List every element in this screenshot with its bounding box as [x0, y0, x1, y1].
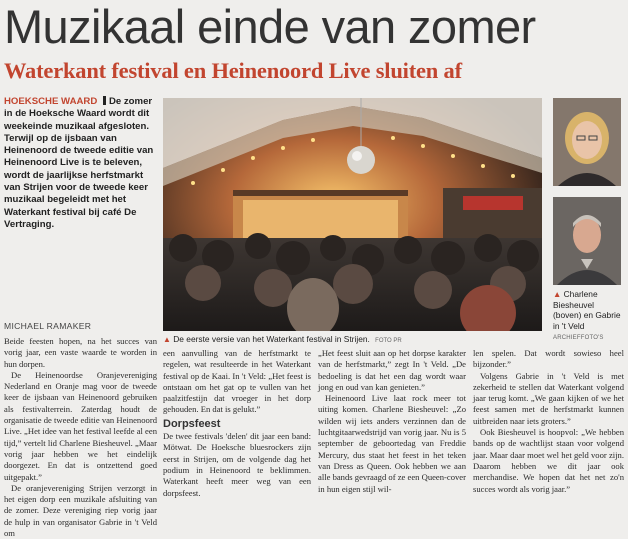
side-photos-caption-text: Charlene Biesheuvel (boven) en Gabrie in 't Veld: [553, 289, 621, 331]
main-photo-credit: FOTO PR: [375, 338, 402, 344]
article-column-4: [473, 348, 624, 495]
subheadline: Waterkant festival en Heinenoord Live sluiten af: [4, 58, 462, 83]
side-photos-credit: ARCHIEFFOTO'S: [553, 335, 604, 341]
main-photo-caption: [163, 334, 542, 344]
subheading-dorpsfeest: Dorpsfeest: [163, 417, 221, 430]
column-2-paragraph: een aanvulling van de herfstmarkt te regelen, wat resulteerde in het Waterkant festival op de Kaai. In 't Veld: „Het feest is ontstaan om het gat op te vullen van het paalzitfestijn dat vroeger in het dorp gehouden. En dat is gelukt.”: [163, 348, 311, 415]
dateline-separator-icon: [103, 96, 106, 105]
portrait-gabrie-in-t-veld: [553, 197, 621, 285]
dateline: HOEKSCHE WAARD: [4, 96, 98, 107]
column-1-paragraph: De Heinenoordse Oranjevereniging Nederland en Oranje mag voor de tweede keer de ijsbaan van Heinenoord gebruiken als festivalterrein. Zaterdag houdt de organisatie de tweede editie van Heinenoord Live. „Het idee van het festival leefde al een tijd,” vertelt lid Charlene Biesheuvel. „Maar vorig jaar hebben we het eindelijk doorgezet. En dat is ontzettend goed uitgepakt.”: [4, 369, 157, 482]
caption-marker-icon: ▲: [163, 335, 171, 344]
column-3-paragraph: „Het feest sluit aan op het dorpse karakter van de herfstmarkt,” zegt In 't Veld. „De bedoeling is dat het een dag wordt waar jong en oud van kan genieten.”: [318, 348, 466, 392]
portrait-charlene-biesheuvel: [553, 98, 621, 186]
side-caption-marker-icon: ▲: [553, 289, 562, 299]
woman-portrait-image: [553, 98, 621, 186]
column-1-paragraph: Beide feesten hopen, na het succes van vorig jaar, een vaste waarde te worden in hun dorpen.: [4, 336, 157, 369]
man-portrait-image: [553, 197, 621, 285]
article-column-1: [4, 336, 157, 539]
byline: MICHAEL RAMAKER: [4, 321, 92, 331]
column-3-paragraph: Heinenoord Live laat rock meer tot uiting komen. Charlene Biesheuvel: „Zo wilden wij iets anders verzinnen dan de luchtgitaarwedstrijd van vorig jaar. Nu is 5 september de geboortedag van Freddie Mercury, dus staat het feest in het teken van Dress as Queen. Ook hebben we aan alle bands gevraagd of ze een Queen-cover in hun eigen stijl wil-: [318, 393, 466, 494]
festival-tent-image: [163, 98, 542, 331]
headline: Muzikaal einde van zomer: [4, 0, 536, 53]
lead-paragraph: [4, 96, 158, 231]
column-4-paragraph: Ook Biesheuvel is hoopvol: „We hebben bands op de wachtlijst staan voor volgend jaar. Maar daar moet wel het geld voor zijn. Daarom hebben we dit jaar ook merchandise. We hopen dat het net zo'n succes wordt als vorig jaar.”: [473, 427, 624, 494]
article-column-2: [163, 348, 311, 499]
column-4-paragraph: Volgens Gabrie in 't Veld is met zekerheid te stellen dat Waterkant volgend jaar terug komt. „We gaan kijken of we het feest samen met de herfstmarkt kunnen uitbreiden naar iets groters.”: [473, 370, 624, 426]
article-column-3: [318, 348, 466, 495]
side-photos-caption: [553, 289, 623, 344]
column-2-paragraph: De twee festivals 'delen' dit jaar een band: Mötwat. De Hoeksche bluesrockers zijn eerst in Strijen, om de volgende dag het podium in Heinenoord te beklimmen. Waterkant heeft meer weg van een dorpsfeest.: [163, 431, 311, 498]
column-4-paragraph: len spelen. Dat wordt sowieso heel bijzonder.”: [473, 348, 624, 370]
column-1-paragraph: De oranjevereniging Strijen verzorgt in het eigen dorp een muzikale afsluiting van de zomer. Deze vereniging riep vorig jaar de hulp in van organisator Gabrie in 't Veld om: [4, 482, 157, 539]
lead-text: De zomer in de Hoeksche Waard wordt dit weekeinde muzikaal afgesloten. Terwijl op de ijsbaan van Heinenoord de tweede editie van Heinenoord Live is te beleven, wordt de jaarlijkse herfstmarkt van Strijen voor de tweede keer muzikaal begeleidt met het Waterkant festival bij café De Vertraging.: [4, 96, 154, 230]
festival-photo: [163, 98, 542, 331]
main-photo-caption-text: De eerste versie van het Waterkant festival in Strijen.: [173, 334, 370, 344]
